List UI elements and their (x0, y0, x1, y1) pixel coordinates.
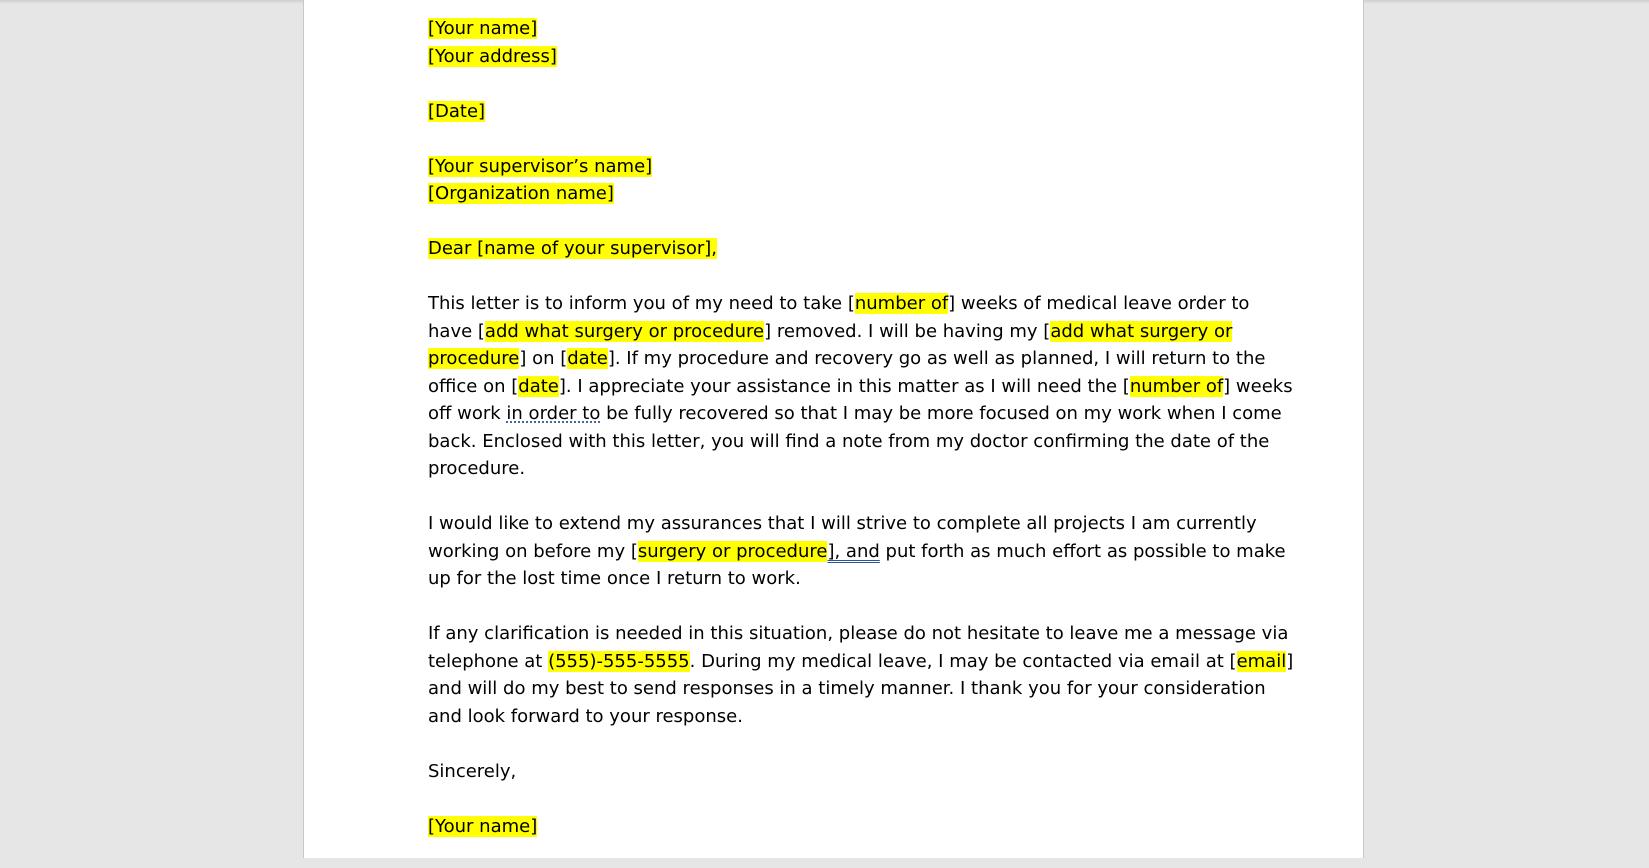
date-placeholder[interactable]: [Date] (428, 100, 486, 122)
paragraph-line: off work in order to be fully recovered so that I may be more focused on my work when I come (428, 403, 1282, 424)
paragraph-line: and look forward to your response. (428, 705, 743, 727)
procedure-placeholder[interactable]: add what surgery or procedure (484, 320, 765, 342)
recipient-block (428, 153, 1248, 208)
paragraph-line: procedure] on [date]. If my procedure and recovery go as well as planned, I will return to the (428, 348, 1266, 369)
paragraph-line: up for the lost time once I return to work. (428, 568, 801, 589)
paragraph-leave-request (428, 290, 1293, 483)
return-date-placeholder[interactable]: date (518, 375, 559, 397)
surgery-placeholder[interactable]: surgery or procedure (637, 540, 828, 562)
signature-placeholder[interactable]: [Your name] (428, 815, 538, 837)
paragraph-line: working on before my [surgery or procedure], and put forth as much effort as possible to make (428, 540, 1286, 562)
letter-body[interactable] (428, 15, 1294, 868)
procedure-date-placeholder[interactable]: date (567, 348, 608, 369)
salutation-block (428, 235, 1248, 263)
paragraph-assurances (428, 510, 1286, 593)
paragraph-contact (428, 620, 1294, 730)
paragraph-line: office on [date]. I appreciate your assistance in this matter as I will need the [number of] weeks (428, 375, 1293, 397)
weeks-count-placeholder[interactable]: number of (854, 293, 949, 314)
style-suggestion-underline[interactable]: in order to (506, 403, 601, 424)
date-block (428, 98, 1248, 126)
procedure-placeholder-2-cont[interactable]: procedure (428, 348, 520, 369)
phone-placeholder[interactable]: (555)-555-5555 (548, 650, 690, 672)
email-placeholder[interactable]: email (1236, 650, 1287, 672)
closing-block (428, 758, 1248, 786)
closing: Sincerely, (428, 760, 517, 782)
paragraph-line: If any clarification is needed in this situation, please do not hesitate to leave me a message via (428, 623, 1289, 644)
supervisor-name-placeholder[interactable]: [Your supervisor’s name] (428, 155, 653, 177)
procedure-placeholder-2[interactable]: add what surgery or (1050, 320, 1233, 342)
paragraph-line: telephone at (555)-555-5555. During my medical leave, I may be contacted via email at [email] (428, 650, 1294, 672)
paragraph-line: This letter is to inform you of my need to take [number of] weeks of medical leave order to (428, 293, 1250, 314)
document-page[interactable] (303, 0, 1364, 858)
paragraph-line: back. Enclosed with this letter, you will find a note from my doctor confirming the date of the (428, 430, 1270, 452)
paragraph-line: I would like to extend my assurances that I will strive to complete all projects I am currently (428, 513, 1257, 534)
grammar-suggestion-underline[interactable]: ], and (827, 540, 880, 562)
organization-placeholder[interactable]: [Organization name] (428, 183, 614, 204)
paragraph-line: procedure. (428, 458, 526, 479)
salutation[interactable]: Dear [name of your supervisor], (428, 238, 718, 259)
sender-name-placeholder[interactable]: [Your name] (428, 18, 538, 39)
sender-block (428, 15, 1248, 70)
weeks-count-placeholder-2[interactable]: number of (1129, 375, 1224, 397)
paragraph-line: have [add what surgery or procedure] removed. I will be having my [add what surgery or (428, 320, 1233, 342)
sender-address-placeholder[interactable]: [Your address] (428, 45, 557, 67)
paragraph-line: and will do my best to send responses in a timely manner. I thank you for your consideration (428, 678, 1266, 699)
signature-block (428, 813, 1248, 841)
